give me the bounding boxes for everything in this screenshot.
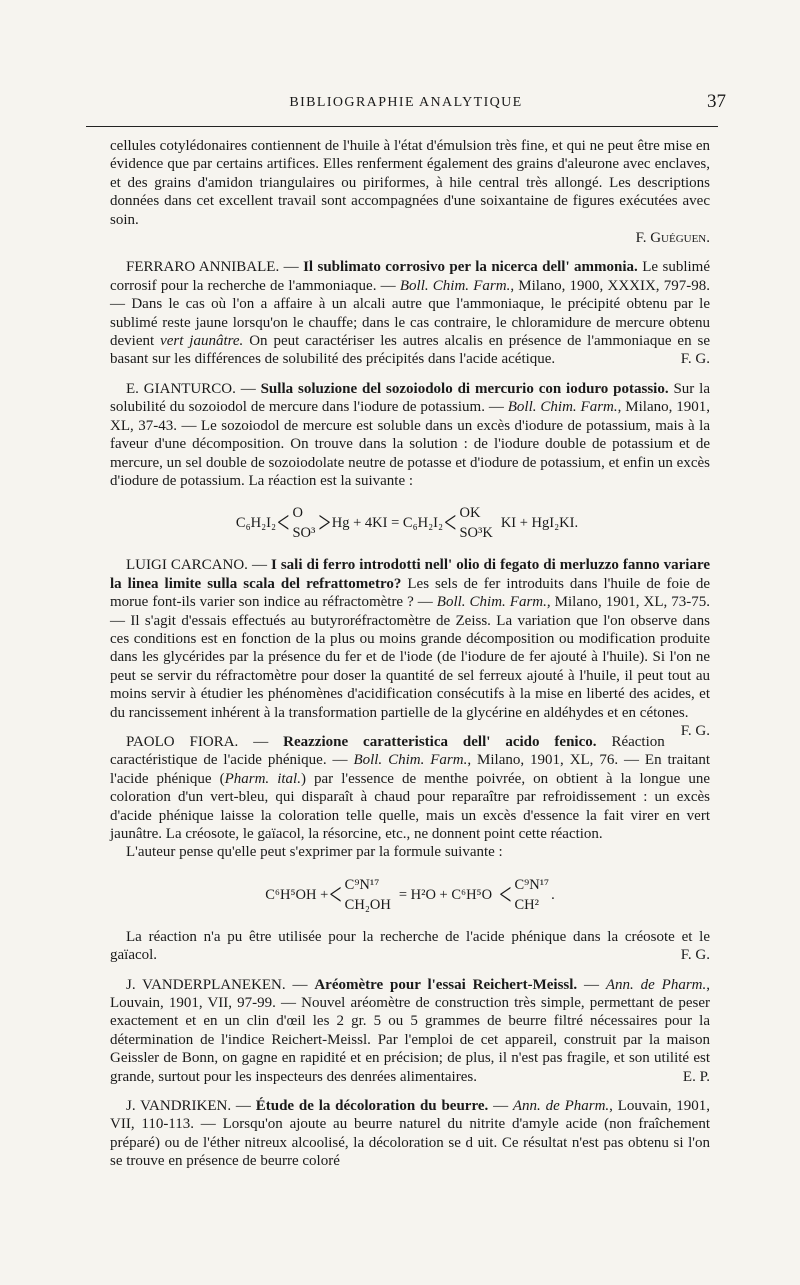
entry-title: Il sublimato corrosivo per la nicerca dell' ammonia. [303, 259, 638, 276]
formula-intro: L'auteur pense qu'elle peut s'exprimer par la formule suivante : [126, 844, 503, 861]
page-number: 37 [707, 91, 726, 112]
entry-source: Ann. de Pharm. [512, 1098, 610, 1115]
signature: F. G. [680, 947, 710, 964]
entry-title: I sali di ferro introdotti nell' olio di fegato di merluzzo fanno variare la linea limite sulla scala del refrattometro? [110, 557, 710, 592]
chemical-formula-2: C⁶H⁵OH + < C⁹N¹⁷ CH₂OH = H²O + C⁶H⁵O < C⁹N¹⁷ CH² . [265, 876, 555, 913]
fiora-conclusion: La réaction n'a pu être utilisée pour la recherche de l'acide phénique dans la créosote et le gaïacol. F. G. [110, 928, 710, 964]
entry-source: Boll. Chim. Farm. [399, 277, 511, 294]
entry-author: J. VANDERPLANEKEN. [126, 976, 286, 993]
entry-author: FERRARO ANNIBALE. [126, 259, 280, 276]
entry-author: E. GIANTURCO. [126, 380, 236, 397]
running-title: BIBLIOGRAPHIE ANALYTIQUE [289, 95, 523, 110]
entry-vanderplaneken: J. VANDERPLANEKEN. — Aréomètre pour l'essai Reichert-Meissl. — Ann. de Pharm., Louvain, 1901, VII, 97-99. — Nouvel aréomètre de construction très simple, permettant de peser exactement et en un clin d'œil les 2 gr. 5 ou 5 grammes de beurre filtré nécessaires pour la détermination de l'indice Reichert-Meissl. Par l'emploi de cet appareil, construit par la maison Geissler de Bonn, on gagne en rapidité et en précision; de plus, il n'est pas fragile, et son utilité est grande, surtout pour les inspecteurs des denrées alimentaires. E. P. [110, 976, 710, 1085]
chemical-formula-1: C₆H₂I₂ < O SO³ > Hg + 4KI = C₆H₂I₂ < OK SO³K KI + HgI₂KI. [235, 504, 579, 542]
entry-author: J. VANDRIKEN. [126, 1098, 232, 1115]
signature: F. G. [680, 351, 710, 368]
entry-title: Étude de la décoloration du beurre. [255, 1098, 489, 1115]
entry-title: Sulla soluzione del sozoiodolo di mercurio con ioduro potassio. [260, 380, 669, 397]
entry-author: LUIGI CARCANO. [126, 557, 248, 574]
entry-author: PAOLO FIORA. [126, 733, 239, 750]
entry-source: Ann. de Pharm. [605, 976, 707, 993]
signature: F. G. [680, 722, 710, 739]
entry-source: Boll. Chim. Farm. [436, 594, 547, 611]
signature: E. P. [682, 1068, 710, 1085]
entry-fiora: PAOLO FIORA. — Reazzione caratteristica dell' acido fenico. Réaction caractéristique de l'acide phénique. — Boll. Chim. Farm., Milano, 1901, XL, 76. — En traitant l'acide phénique (Pharm. ital.) par l'essence de menthe poivrée, on obtient à la longue une coloration d'un vert-bleu, qui disparaît à chaud pour reparaître par refroidissement : un excès d'acide phénique laisse la coloration telle quelle, mais un excès d'essence la fait virer en vert jaunâtre. La créosote, le gaïacol, la résorcine, etc., ne donnent point cette réaction. [110, 733, 710, 842]
document-body [110, 137, 710, 1171]
header-rule [86, 126, 718, 127]
entry-ferraro: FERRARO ANNIBALE. — Il sublimato corrosivo per la nicerca dell' ammonia. Le sublimé corrosif pour la recherche de l'ammoniaque. — Boll. Chim. Farm., Milano, 1900, XXXIX, 797-98. — Dans le cas où l'on a affaire à un alcali autre que l'ammoniaque, le précipité obtenu par le sublimé reste jaune lorsqu'on le chauffe; dans le cas contraire, le chloramidure de mercure obtenu devient vert jaunâtre. On peut caractériser les autres alcalis en présence de l'ammoniaque en se basant sur les différences de solubilité des précipités dans l'acide acétique. F. G. [110, 259, 710, 368]
signature: F. Guéguen. [635, 230, 710, 247]
entry-title: Aréomètre pour l'essai Reichert-Meissl. [314, 976, 578, 993]
entry-title: Reazzione caratteristica dell' acido fenico. [283, 733, 597, 750]
entry-vandriken: J. VANDRIKEN. — Étude de la décoloration du beurre. — Ann. de Pharm., Louvain, 1901, VII, 110-113. — Lorsqu'on ajoute au beurre naturel du nitrite d'amyle acide (non fraîchement préparé) ou de l'éther nitreux alcoolisé, la décoloration se d uit. Ce résultat n'est pas obtenu si l'on se trouve en présence de beurre coloré [110, 1098, 711, 1170]
entry-source: Boll. Chim. Farm. [353, 752, 468, 769]
running-header [86, 93, 726, 115]
paragraph-continued: cellules cotylédonaires contiennent de l'huile à l'état d'émulsion très fine, et qui ne peut être mise en évidence que par certains artifices. Elles renferment également des grains d'aleurone avec enclaves, et des grains d'amidon triangulaires ou piriformes, à hile central très allongé. Les descriptions données dans cet excellent travail sont accompagnées d'une soixantaine de figures exécutées avec soin. [110, 138, 710, 228]
entry-carcano: LUIGI CARCANO. — I sali di ferro introdotti nell' olio di fegato di merluzzo fanno variare la linea limite sulla scala del refrattometro? Les sels de fer introduits dans l'huile de foie de morue font-ils varier son indice au réfractomètre ? — Boll. Chim. Farm., Milano, 1901, XL, 73-75. — Il s'agit d'essais effectués au butyroréfractomètre de Zeiss. La variation que l'on observe dans ces conditions est en fonction de la plus ou moins grande décomposition ou modification produite dans les glycérides par la présence du fer et de l'iode (de l'iodure de fer ajouté à l'huile). Si l'on ne peut se servir du réfractomètre pour doser la quantité de sel ferreux ajouté à l'huile, il peut tout au moins servir à étudier les phénomènes d'acidification consécutifs à la mise en liberté des acides, et du rancissement inhérent à la transformation partielle de la glycérine en aldéhydes et en cétones. F. G. [110, 557, 711, 739]
entry-source: Boll. Chim. Farm. [507, 399, 618, 416]
entry-gianturco: E. GIANTURCO. — Sulla soluzione del sozoiodolo di mercurio con ioduro potassio. Sur la solubilité du sozoiodol de mercure dans l'iodure de potassium. — Boll. Chim. Farm., Milano, 1901, XL, 37-43. — Le sozoiodol de mercure est soluble dans un excès d'iodure de potassium, mais à la faveur d'une décomposition. On trouve dans la solution : de l'iodure double de potassium et de mercure, un sel double de sozoiodolate neutre de potasse et d'iodure de potassium, et enfin un excès d'iodure de potassium. La réaction est la suivante : [110, 380, 710, 489]
